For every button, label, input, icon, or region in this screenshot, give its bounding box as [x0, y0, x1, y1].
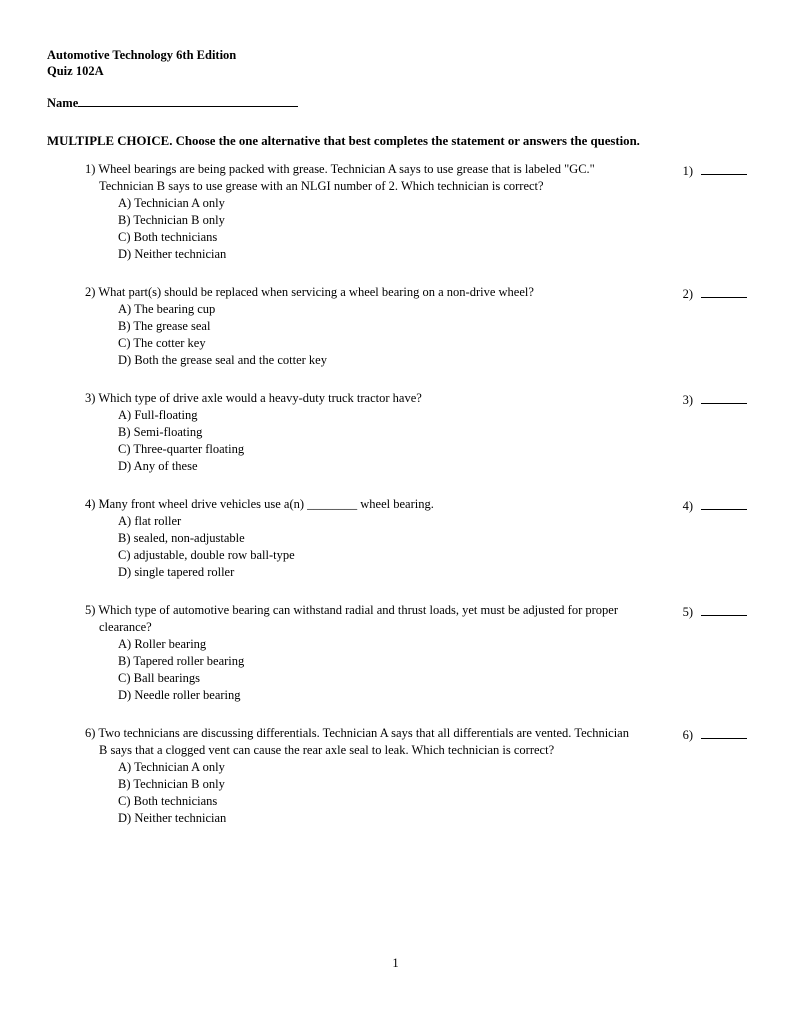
option-a: A) Technician A only [118, 196, 225, 210]
answer-slot [683, 284, 747, 303]
question-text [85, 390, 637, 407]
question-text [85, 725, 637, 759]
option-c: C) adjustable, double row ball-type [118, 548, 295, 562]
question-list [85, 161, 747, 848]
option-a: A) flat roller [118, 514, 182, 528]
question-number: 3) [85, 391, 96, 405]
option-b: B) sealed, non-adjustable [118, 531, 245, 545]
answer-blank-line [701, 497, 747, 510]
answer-number: 6) [682, 728, 693, 742]
option-d: D) Any of these [118, 459, 198, 473]
option-b: B) Semi-floating [118, 425, 203, 439]
question-body [85, 284, 637, 369]
question-number: 6) [85, 726, 96, 740]
option-d: D) Neither technician [118, 811, 227, 825]
answer-number: 3) [682, 393, 693, 407]
document-title: Automotive Technology 6th Edition [47, 48, 237, 62]
option-b: B) Tapered roller bearing [118, 654, 245, 668]
question-6 [85, 725, 747, 827]
question-2 [85, 284, 747, 369]
question-options [85, 759, 637, 827]
question-options [85, 513, 637, 581]
option-c: C) The cotter key [118, 336, 206, 350]
answer-number: 5) [682, 605, 693, 619]
question-4 [85, 496, 747, 581]
answer-slot [683, 602, 747, 621]
answer-blank-line [701, 726, 747, 739]
question-body [85, 496, 637, 581]
question-3 [85, 390, 747, 475]
question-options [85, 195, 637, 263]
answer-slot [683, 496, 747, 515]
question-number: 1) [85, 162, 96, 176]
option-c: C) Both technicians [118, 794, 218, 808]
document-header [47, 47, 298, 112]
option-d: D) Neither technician [118, 247, 227, 261]
question-text [85, 602, 637, 636]
question-number: 5) [85, 603, 96, 617]
answer-slot [683, 390, 747, 409]
question-prompt: Two technicians are discussing differentials. Technician A says that all differentials are vented. Technician B says that a clogged vent can cause the rear axle seal to leak. Which technician is correct? [98, 726, 629, 757]
answer-blank-line [701, 603, 747, 616]
option-d: D) Both the grease seal and the cotter key [118, 353, 327, 367]
question-prompt: Wheel bearings are being packed with grease. Technician A says to use grease that is labeled "GC." Technician B says to use grease with an NLGI number of 2. Which technician is correct? [98, 162, 595, 193]
question-body [85, 602, 637, 704]
option-c: C) Both technicians [118, 230, 218, 244]
answer-number: 1) [682, 164, 693, 178]
question-text [85, 496, 637, 513]
answer-blank-line [701, 391, 747, 404]
option-d: D) single tapered roller [118, 565, 235, 579]
answer-slot [683, 725, 747, 744]
quiz-number: Quiz 102A [47, 64, 104, 78]
question-prompt: Which type of automotive bearing can withstand radial and thrust loads, yet must be adjusted for proper clearance? [98, 603, 618, 634]
answer-blank-line [701, 162, 747, 175]
answer-slot [683, 161, 747, 180]
option-a: A) Roller bearing [118, 637, 207, 651]
question-body [85, 390, 637, 475]
option-b: B) The grease seal [118, 319, 211, 333]
question-options [85, 407, 637, 475]
question-1 [85, 161, 747, 263]
option-b: B) Technician B only [118, 777, 225, 791]
name-blank-line [78, 94, 298, 107]
option-a: A) The bearing cup [118, 302, 216, 316]
question-5 [85, 602, 747, 704]
question-prompt: Which type of drive axle would a heavy-duty truck tractor have? [98, 391, 422, 405]
page-number: 1 [392, 956, 399, 970]
option-c: C) Three-quarter floating [118, 442, 245, 456]
question-prompt: What part(s) should be replaced when servicing a wheel bearing on a non-drive wheel? [98, 285, 534, 299]
question-number: 2) [85, 285, 96, 299]
name-row [47, 94, 298, 112]
option-a: A) Full-floating [118, 408, 198, 422]
option-d: D) Needle roller bearing [118, 688, 241, 702]
question-options [85, 636, 637, 704]
answer-number: 4) [682, 499, 693, 513]
question-options [85, 301, 637, 369]
answer-blank-line [701, 285, 747, 298]
option-c: C) Ball bearings [118, 671, 200, 685]
instructions-text: MULTIPLE CHOICE. Choose the one alternative that best completes the statement or answers the question. [47, 134, 640, 148]
name-label: Name [47, 96, 79, 110]
question-body [85, 725, 637, 827]
question-number: 4) [85, 497, 96, 511]
answer-number: 2) [682, 287, 693, 301]
option-a: A) Technician A only [118, 760, 225, 774]
option-b: B) Technician B only [118, 213, 225, 227]
question-prompt: Many front wheel drive vehicles use a(n) ________ wheel bearing. [98, 497, 434, 511]
question-body [85, 161, 637, 263]
question-text [85, 161, 637, 195]
question-text [85, 284, 637, 301]
